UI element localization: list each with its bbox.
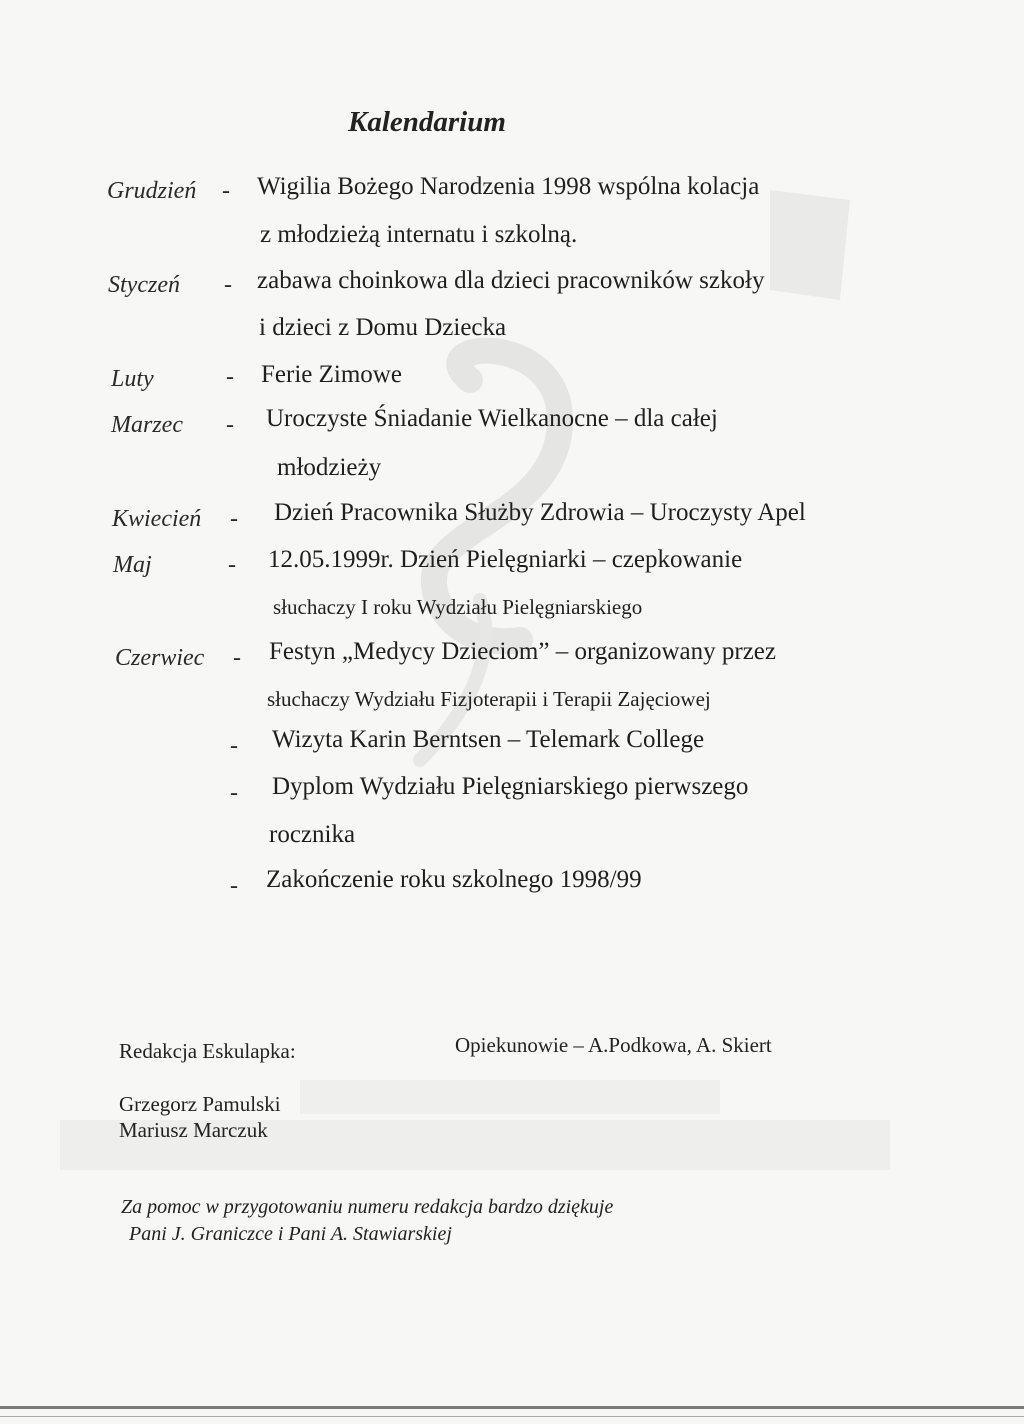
page-title: Kalendarium	[348, 106, 506, 138]
entry-line: z młodzieżą internatu i szkolną.	[260, 221, 578, 248]
thanks-line: Pani J. Graniczce i Pani A. Stawiarskiej	[129, 1223, 452, 1245]
month-dash: -	[224, 272, 232, 298]
entry-line: rocznika	[269, 821, 356, 848]
opiekunowie-text: Opiekunowie – A.Podkowa, A. Skiert	[455, 1033, 772, 1057]
month-dash: -	[222, 178, 230, 204]
month-label-marzec: Marzec	[111, 412, 183, 438]
editor-name: Grzegorz Pamulski	[119, 1092, 281, 1116]
redakcja-label: Redakcja Eskulapka:	[119, 1039, 296, 1063]
entry-line: młodzieży	[277, 454, 382, 481]
month-dash: -	[226, 412, 234, 438]
entry-line: 12.05.1999r. Dzień Pielęgniarki – czepkowanie	[268, 546, 743, 573]
entry-line: Ferie Zimowe	[261, 361, 402, 388]
item-dash: -	[230, 780, 238, 806]
month-label-luty: Luty	[111, 366, 154, 392]
entry-line: Zakończenie roku szkolnego 1998/99	[266, 866, 642, 893]
entry-line: słuchaczy I roku Wydziału Pielęgniarskiego	[273, 595, 643, 619]
month-label-maj: Maj	[113, 552, 152, 578]
month-dash: -	[228, 552, 236, 578]
entry-line: Festyn „Medycy Dzieciom” – organizowany przez	[269, 638, 776, 665]
entry-line: i dzieci z Domu Dziecka	[259, 314, 507, 341]
entry-line: Dzień Pracownika Służby Zdrowia – Uroczysty Apel	[274, 499, 806, 526]
entry-line: zabawa choinkowa dla dzieci pracowników szkoły	[257, 267, 765, 294]
scan-edge-line	[0, 1406, 1024, 1409]
entry-line: Uroczyste Śniadanie Wielkanocne – dla całej	[266, 405, 718, 432]
month-dash: -	[230, 506, 238, 532]
entry-line: Dyplom Wydziału Pielęgniarskiego pierwszego	[272, 773, 749, 800]
entry-line: Wigilia Bożego Narodzenia 1998 wspólna kolacja	[257, 173, 760, 200]
month-dash: -	[233, 645, 241, 671]
month-label-czerwiec: Czerwiec	[115, 645, 205, 671]
month-label-styczen: Styczeń	[108, 272, 180, 298]
item-dash: -	[230, 733, 238, 759]
thanks-line: Za pomoc w przygotowaniu numeru redakcja bardzo dziękuje	[121, 1196, 614, 1218]
month-label-kwiecien: Kwiecień	[112, 506, 202, 532]
month-label-grudzien: Grudzień	[107, 178, 197, 204]
entry-line: Wizyta Karin Berntsen – Telemark College	[272, 726, 705, 753]
editor-name: Mariusz Marczuk	[119, 1118, 268, 1142]
item-dash: -	[230, 873, 238, 899]
entry-line: słuchaczy Wydziału Fizjoterapii i Terapii Zajęciowej	[267, 687, 711, 711]
scan-edge-line	[0, 1416, 1024, 1417]
month-dash: -	[226, 364, 234, 390]
